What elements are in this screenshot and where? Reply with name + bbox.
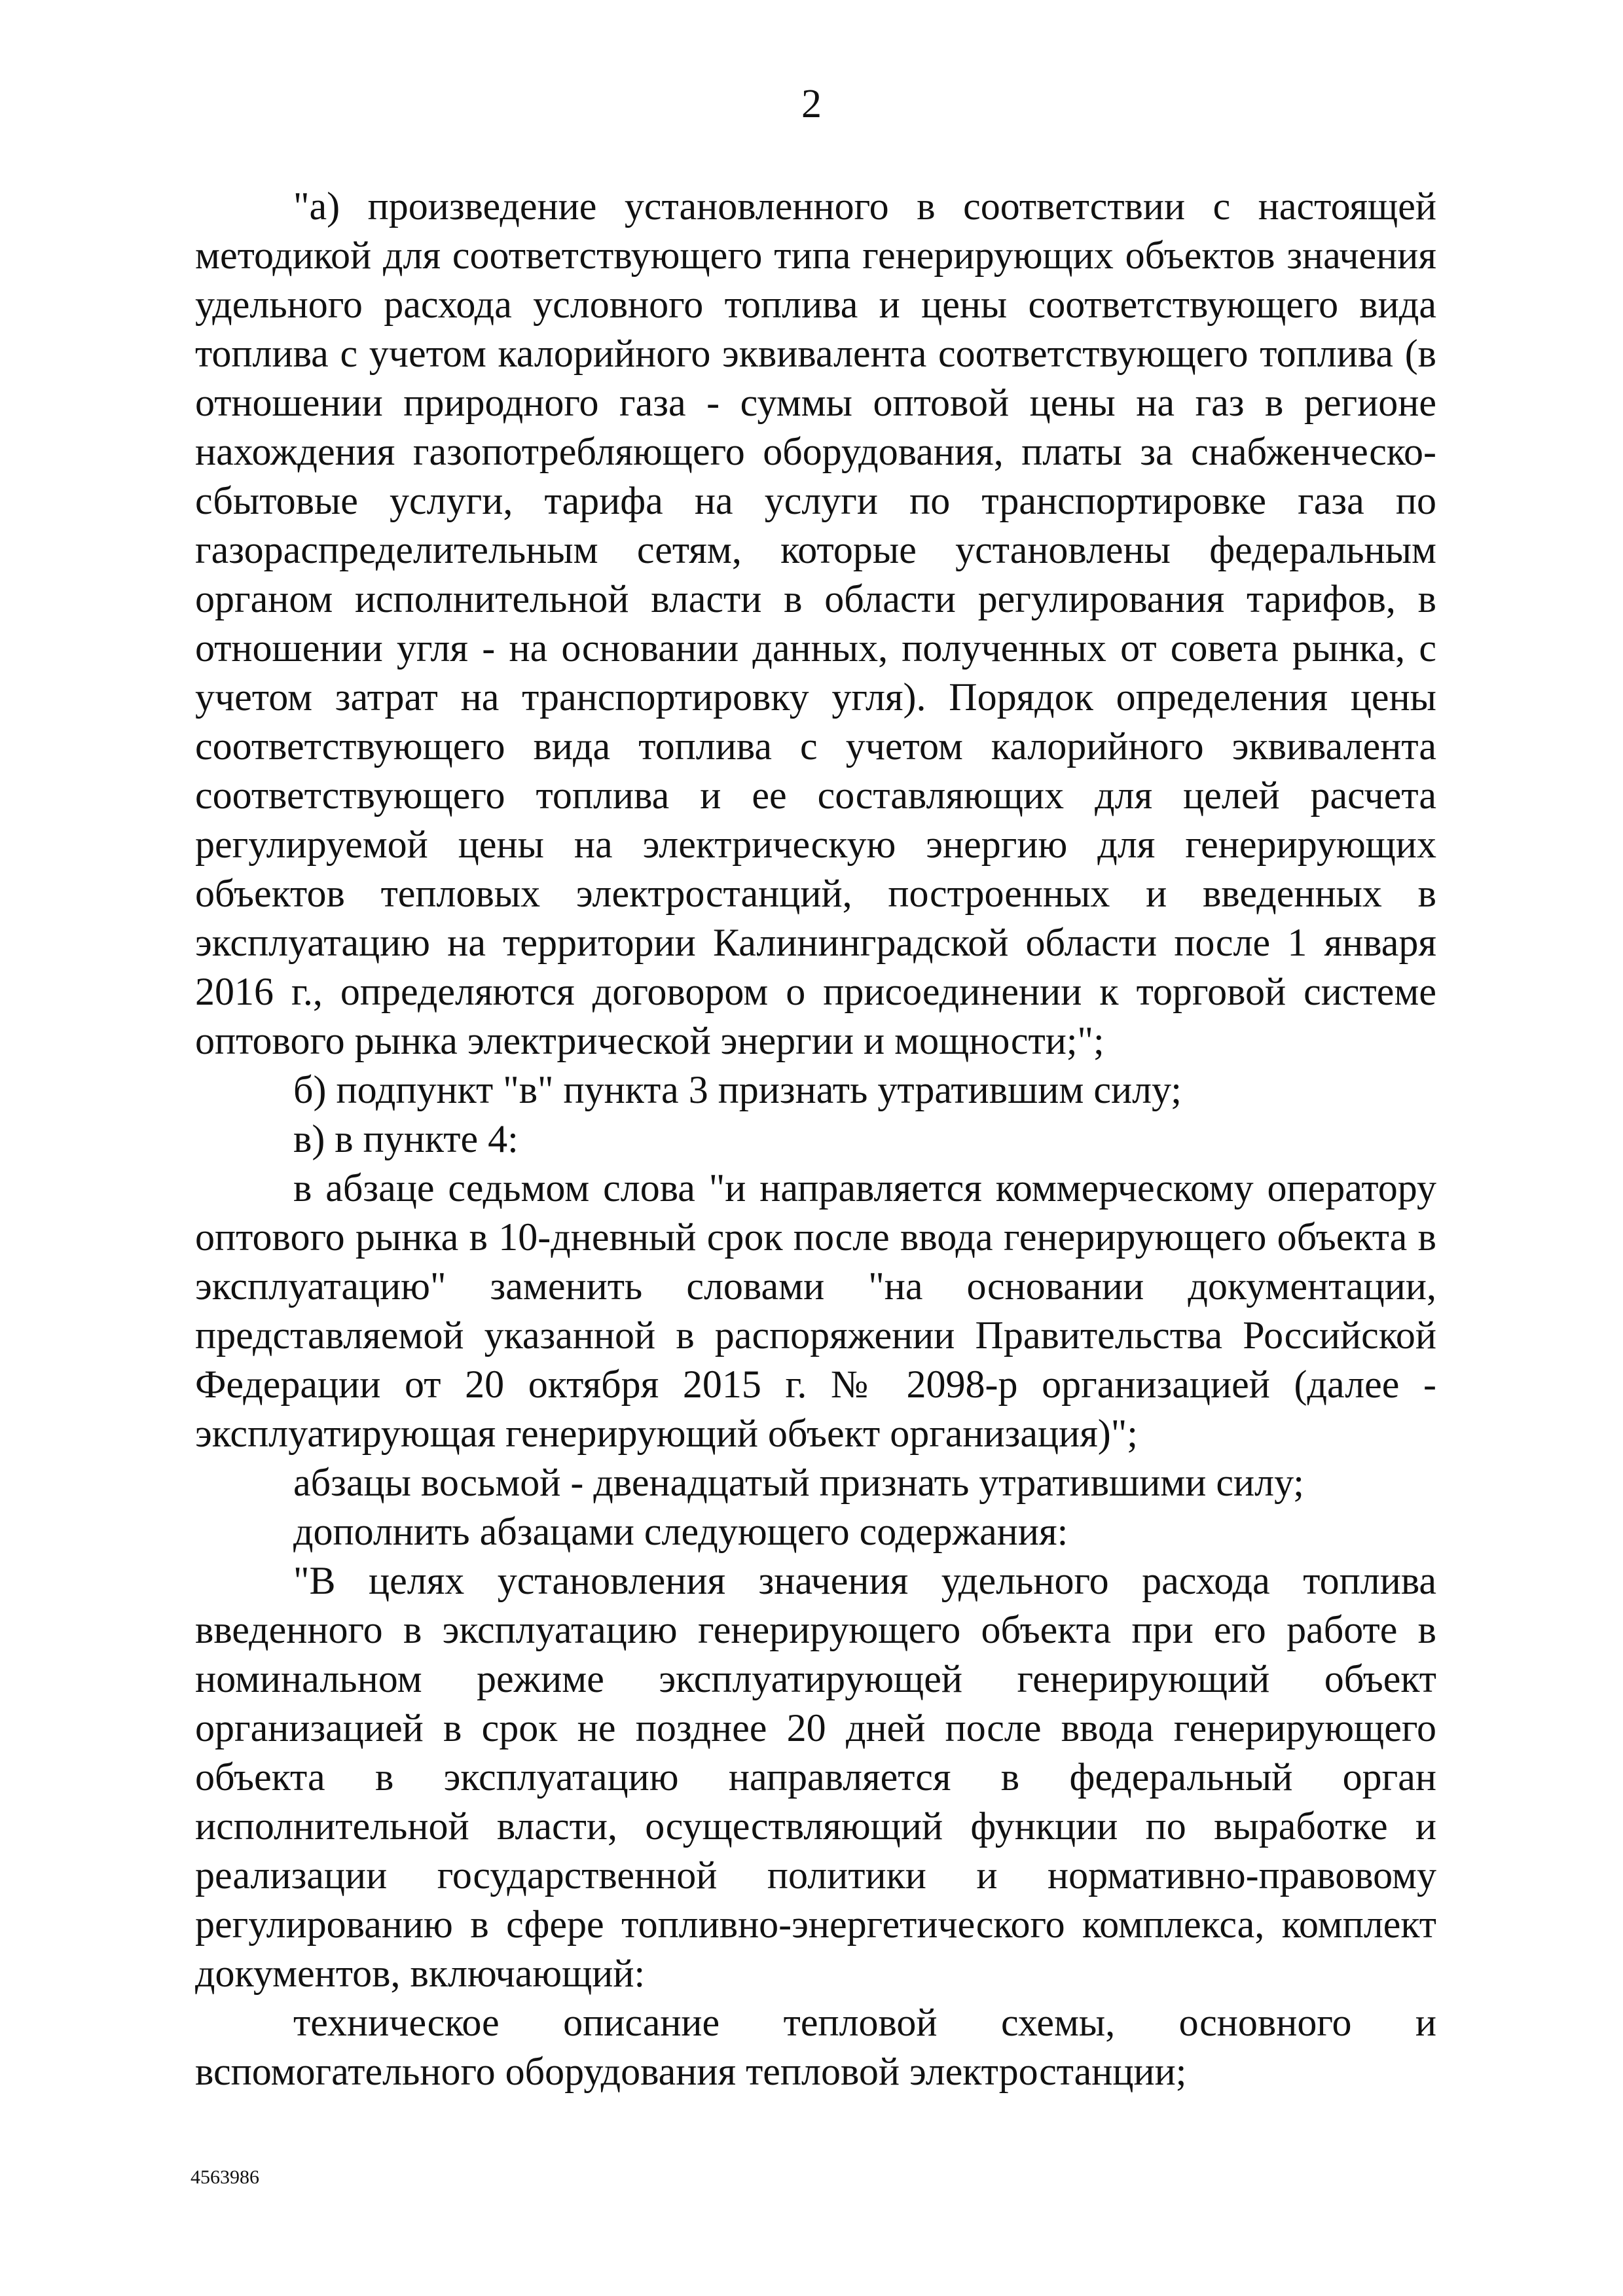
- paragraph-add-abzatsy: дополнить абзацами следующего содержания:: [293, 1510, 1068, 1553]
- document-id: 4563986: [191, 2166, 259, 2188]
- paragraph-abzatsy-lost-force: абзацы восьмой - двенадцатый признать утратившими силу;: [293, 1461, 1304, 1504]
- paragraph-clause-b: б) подпункт "в" пункта 3 признать утратившим силу;: [293, 1068, 1182, 1111]
- paragraph-technical-description: техническое описание тепловой схемы, основного и вспомогательного оборудования тепловой электростанции;: [195, 2001, 1436, 2093]
- paragraph-fuel-consumption: "В целях установления значения удельного расхода топлива введенного в эксплуатацию генерирующего объекта при его работе в номинальном режиме эксплуатирующей генерирующий объект организацией в срок не позднее 20 дней после ввода генерирующего объекта в эксплуатацию направляется в федеральный орган исполнительной власти, осуществляющий функции по выработке и реализации государственной политики и нормативно-правовому регулированию в сфере топливно-энергетического комплекса, комплект документов, включающий:: [195, 1559, 1436, 1995]
- document-body: [195, 182, 1436, 2096]
- paragraph-seventh-abzats: в абзаце седьмом слова "и направляется коммерческому оператору оптового рынка в 10-дневный срок после ввода генерирующего объекта в эксплуатацию" заменить словами "на основании документации, представляемой указанной в распоряжении Правительства Российской Федерации от 20 октября 2015 г. № 2098-р организацией (далее - эксплуатирующая генерирующий объект организация)";: [195, 1166, 1436, 1455]
- paragraph-clause-v: в) в пункте 4:: [293, 1117, 519, 1160]
- paragraph-clause-a: "а) произведение установленного в соответствии с настоящей методикой для соответствующего типа генерирующих объектов значения удельного расхода условного топлива и цены соответствующего вида топлива с учетом калорийного эквивалента соответствующего топлива (в отношении природного газа - суммы оптовой цены на газ в регионе нахождения газопотребляющего оборудования, платы за снабженческо-сбытовые услуги, тарифа на услуги по транспортировке газа по газораспределительным сетям, которые установлены федеральным органом исполнительной власти в области регулирования тарифов, в отношении угля - на основании данных, полученных от совета рынка, с учетом затрат на транспортировку угля). Порядок определения цены соответствующего вида топлива с учетом калорийного эквивалента соответствующего топлива и ее составляющих для целей расчета регулируемой цены на электрическую энергию для генерирующих объектов тепловых электростанций, построенных и введенных в эксплуатацию на территории Калининградской области после 1 января 2016 г., определяются договором о присоединении к торговой системе оптового рынка электрической энергии и мощности;";: [195, 185, 1436, 1062]
- page-number: 2: [801, 82, 822, 126]
